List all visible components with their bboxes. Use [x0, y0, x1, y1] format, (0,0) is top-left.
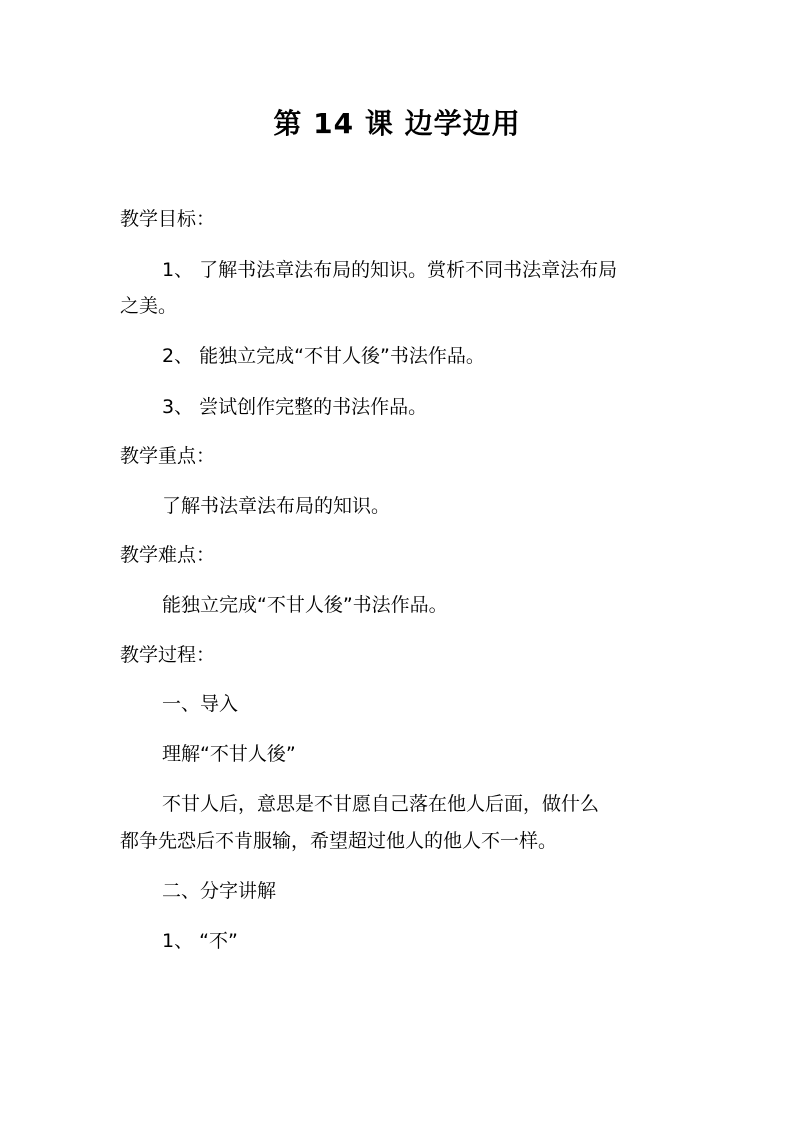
difficulty-heading: 教学难点： [120, 544, 216, 566]
key-point-text: 了解书法章法布局的知识。 [162, 495, 391, 517]
objectives-heading: 教学目标： [120, 208, 216, 230]
step-2-heading: 二、分字讲解 [162, 880, 277, 902]
process-heading: 教学过程： [120, 644, 216, 666]
step-1-text-line-2: 都争先恐后不肯服输，希望超过他人的他人不一样。 [120, 830, 558, 852]
objective-3: 3、 尝试创作完整的书法作品。 [162, 396, 428, 418]
difficulty-text: 能独立完成“不甘人後”书法作品。 [162, 594, 448, 616]
page-title: 第 14 课 边学边用 [273, 107, 521, 140]
objective-2: 2、 能独立完成“不甘人後”书法作品。 [162, 345, 485, 367]
objective-1-line-2: 之美。 [120, 295, 178, 317]
step-2-item-1: 1、 “不” [162, 930, 238, 952]
step-1-text-line-1: 不甘人后，意思是不甘愿自己落在他人后面，做什么 [162, 793, 600, 815]
step-1-subheading: 理解“不甘人後” [162, 743, 296, 765]
objective-1-line-1: 1、 了解书法章法布局的知识。赏析不同书法章法布局 [162, 259, 618, 281]
key-points-heading: 教学重点： [120, 445, 216, 467]
step-1-heading: 一、导入 [162, 693, 239, 715]
